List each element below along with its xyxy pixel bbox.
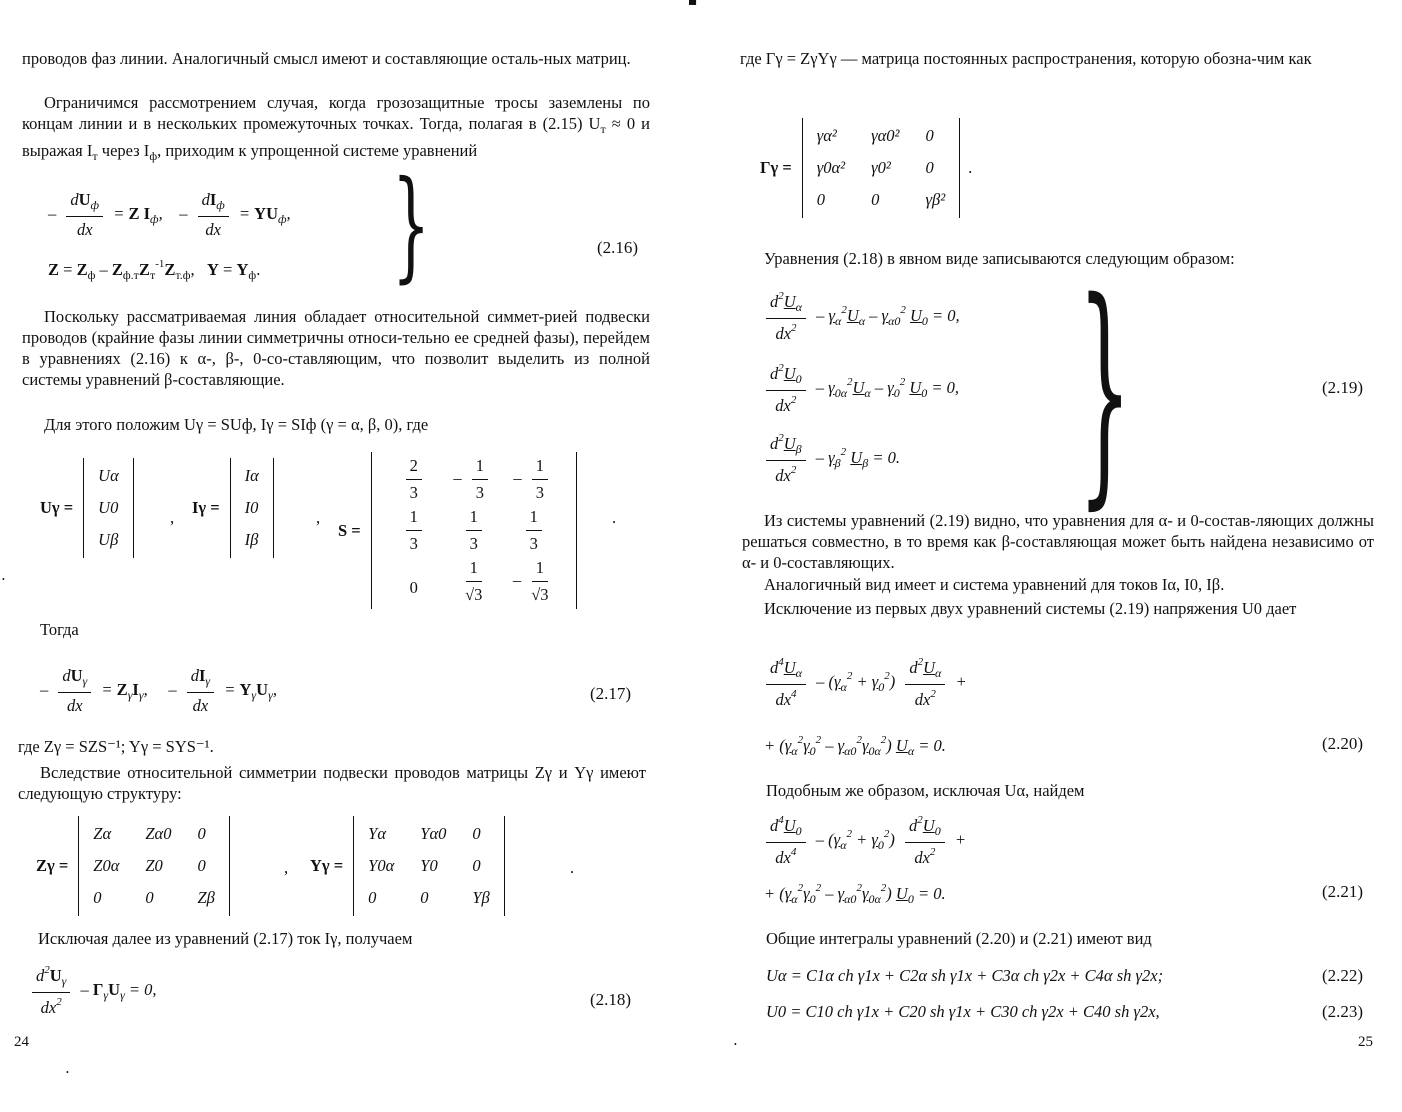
matrix-Y: Yγ = Yα Yα0 0 Y0α Y0 0 0 0 Yβ: [310, 816, 505, 916]
scan-dot: •: [734, 1040, 737, 1049]
text-togda: Тогда: [40, 620, 79, 639]
equation-2-20-line2: + $(\gamma_\alpha^2\gamma_0^2 - \gamma_{\alpha 0}^2\gamma_{0\alpha}^2) U_\alpha = 0$.: [764, 734, 946, 758]
paragraph: Для этого положим Uγ = SUф, Iγ = SIф (γ = α, β, 0), где: [44, 415, 429, 434]
equation-number: (2.22): [1322, 966, 1364, 985]
equation-number: (2.20): [1322, 734, 1364, 753]
equation-2-18: $\frac{d^2U_\gamma}{dx^2}$ – $\Gamma_\gamma U_\gamma = 0$,: [26, 964, 157, 1018]
equation-2-21-line2: + $(\gamma_\alpha^2\gamma_0^2 - \gamma_{\alpha 0}^2\gamma_{0\alpha}^2) U_0 = 0$.: [764, 882, 946, 906]
page-number: 25: [1358, 1034, 1373, 1050]
equation-2-19-line2: $\frac{d^2U_0}{dx^2}$ – $\gamma_{0\alpha}^2U_\alpha - \gamma_0^2$ $U_0 = 0$,: [760, 362, 959, 416]
paragraph: Подобным же образом, исключая Uα, найдем: [766, 781, 1085, 800]
paragraph: Поскольку рассматриваемая линия обладает относительной симмет-рией подвески проводов (крайние фазы линии симметричны относи-тельно ее средней фазы), перейдем в уравнениях (2.16) к α-, β-, 0-со-ставляющим, что позволит выделить из полной системы уравнений β-составляющие.: [22, 307, 650, 389]
equation-2-22: Uα = C1α ch γ1x + C2α sh γ1x + C3α ch γ2x + C4α sh γ2x;: [766, 966, 1164, 985]
brace: }: [392, 156, 431, 295]
paragraph: где Zγ = SZS⁻¹; Yγ = SYS⁻¹.: [18, 737, 214, 756]
matrix-U: Uγ = Uα U0 Uβ: [40, 458, 134, 558]
equation-2-16-line1: – $\frac{dU_ф}{dx}$ = Z $I_ф$, – $\frac{dI_ф}{dx}$ = $YU_ф$,: [48, 190, 291, 239]
scan-dot: •: [2, 575, 5, 584]
equation-2-23: U0 = C10 ch γ1x + C20 sh γ1x + C30 ch γ2x + C40 sh γ2x,: [766, 1002, 1160, 1021]
scan-mark: ▀: [689, 0, 697, 11]
right-page: [700, 0, 1402, 1112]
paragraph: где Γγ = ZγYγ — матрица постоянных распространения, которую обозна-чим как: [740, 49, 1312, 68]
page-number: 24: [14, 1034, 29, 1050]
matrix-I: Iγ = Iα I0 Iβ: [192, 458, 274, 558]
equation-2-16-line2: $Z = Z_ф - Z_{ф.т}Z_т^{-1}Z_{т.ф}$, $Y = Y_ф$.: [48, 258, 261, 282]
paragraph: Вследствие относительной симметрии подвески проводов матрицы Zγ и Yγ имеют следующую структуру:: [18, 763, 646, 803]
equation-number: (2.16): [597, 238, 639, 257]
brace: }: [1078, 250, 1132, 530]
left-page: проводов фаз линии. Аналогичный смысл имеют и составляющие осталь-ных матриц. Ограничимся рассмотрением случая, когда грозозащитные тросы заземлены по концам линии и в нескольких промежуточных точках. Тогда, полагая в (2.15) $U_т \approx 0$ и выражая $I_т$ через $I_ф$, приходим к упрощенной системе уравнений – $\frac{dU_ф}{dx}$ = Z $I_ф$, – $\frac{dI_ф}{dx}$ = $YU_ф$, $Z = Z_ф - Z_{ф.т}Z_т^{-1}Z_{т.ф}$, $Y = Y_ф$. } (2.16) Поскольку рассматриваемая линия обладает относительной симмет-рией подвески проводов (крайние фазы линии симметричны относи-тельно ее средней фазы), перейдем в уравнениях (2.16) к α-, β-, 0-со-ставляющим, что позволит выделить из полной системы уравнений β-составляющие. Для этого положим Uγ = SUф, Iγ = SIф (γ = α, β, 0), где Uγ = Uα U0 Uβ , Iγ = Iα I0 Iβ , S = $\frac{2}{3}$ – $\frac{1}{3}$ – $\frac{1}{3}$ $\frac{1}{3}$ $\frac{1}{3}$ $\frac{1}{3}$ 0 $\frac{1}{√3}$ – $\frac{1}{√3}$ . Тогда – $\frac{dU_\gamma}{dx}$ = $Z_\gamma I_\gamma$, – $\frac{dI_\gamma}{dx}$ = $Y_\gamma U_\gamma$, (2.17) где Zγ = SZS⁻¹; Yγ = SYS⁻¹. Вследствие относительной симметрии подвески проводов матрицы Zγ и Yγ имеют следующую структуру: Zγ = Zα Zα0 0 Z0α Z0 0 0 0 Zβ , Yγ = Yα Yα0 0 Y0α Y0 0 0 0 Yβ . Исключая далее из уравнений (2.17) ток Iγ, получаем $\frac{d^2U_\gamma}{dx^2}$ – $\Gamma_\gamma U_\gamma = 0$, (2.18) 24: [0, 0, 700, 1112]
paragraph: Аналогичный вид имеет и система уравнений для токов Iα, I0, Iβ.: [764, 575, 1225, 594]
equation-number: (2.23): [1322, 1002, 1364, 1021]
matrix-S: S = $\frac{2}{3}$ – $\frac{1}{3}$ – $\frac{1}{3}$ $\frac{1}{3}$ $\frac{1}{3}$ $\frac{1}{3}$ 0 $\frac{1}{√3}$ – $\frac{1}{√3}$: [338, 452, 577, 609]
equation-2-19-line3: $\frac{d^2U_\beta}{dx^2}$ – $\gamma_\beta^2$ $U_\beta = 0$.: [760, 432, 900, 486]
scan-dot: •: [66, 1068, 69, 1077]
paragraph: Ограничимся рассмотрением случая, когда грозозащитные тросы заземлены по концам линии и в нескольких промежуточных точках. Тогда, полагая в (2.15) $U_т \approx 0$ и выражая $I_т$ через $I_ф$, приходим к упрощенной системе уравнений: [22, 93, 650, 163]
equation-number: (2.17): [590, 684, 632, 703]
paragraph: Уравнения (2.18) в явном виде записываются следующим образом:: [764, 249, 1235, 268]
equation-number: (2.21): [1322, 882, 1364, 901]
equation-2-21-line1: $\frac{d^4U_0}{dx^4}$ – $(\gamma_\alpha^2 + \gamma_0^2)$ $\frac{d^2U_0}{dx^2}$ +: [760, 814, 966, 868]
matrix-Z: Zγ = Zα Zα0 0 Z0α Z0 0 0 0 Zβ: [36, 816, 230, 916]
paragraph: Общие интегралы уравнений (2.20) и (2.21) имеют вид: [766, 929, 1152, 948]
paragraph: Исключая далее из уравнений (2.17) ток Iγ, получаем: [38, 929, 413, 948]
paragraph: проводов фаз линии. Аналогичный смысл имеют и составляющие осталь-ных матриц.: [22, 49, 631, 68]
paragraph: Из системы уравнений (2.19) видно, что уравнения для α- и 0-состав-ляющих должны решаться совместно, в то время как β-составляющая может быть найдена независимо от α- и 0-составляющих.: [742, 511, 1374, 572]
equation-2-17: – $\frac{dU_\gamma}{dx}$ = $Z_\gamma I_\gamma$, – $\frac{dI_\gamma}{dx}$ = $Y_\gamma U_\gamma$,: [40, 666, 277, 715]
equation-number: (2.19): [1322, 378, 1364, 397]
paragraph: Исключение из первых двух уравнений системы (2.19) напряжения U0 дает: [764, 599, 1297, 618]
matrix-Gamma: Γγ = γα² γα0² 0 γ0α² γ0² 0 0 0 γβ² .: [760, 118, 972, 218]
equation-2-20-line1: $\frac{d^4U_\alpha}{dx^4}$ – $(\gamma_\alpha^2 + \gamma_0^2)$ $\frac{d^2U_\alpha}{dx^2}$ +: [760, 656, 967, 710]
equation-2-19-line1: $\frac{d^2U_\alpha}{dx^2}$ – $\gamma_\alpha^2U_\alpha - \gamma_{\alpha 0}^2$ $U_0 = 0$,: [760, 290, 960, 344]
equation-number: (2.18): [590, 990, 632, 1009]
